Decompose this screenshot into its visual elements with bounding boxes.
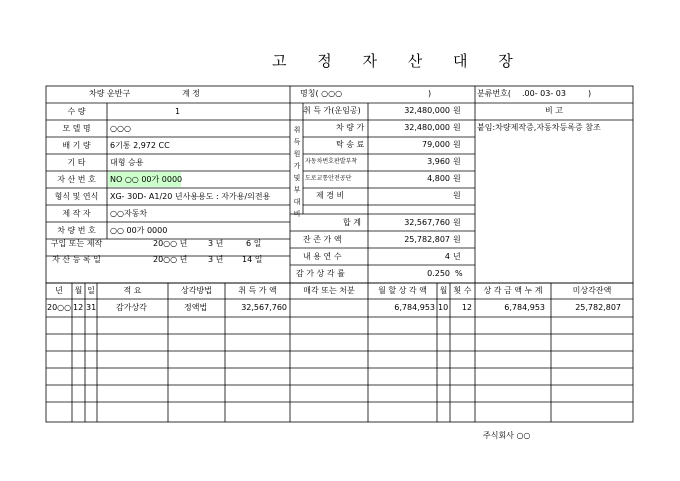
residual-value: 25,782,807	[404, 235, 450, 244]
acq-row-label: 자동차번호판발부착	[305, 158, 358, 165]
table-cell-month2: 10	[438, 303, 449, 312]
col-header-count: 횟 수	[453, 286, 472, 295]
life-value: 4	[444, 252, 450, 261]
residual-unit: 원	[453, 235, 461, 244]
acq-row-unit: 원	[453, 174, 461, 183]
table-cell-month: 12	[73, 303, 84, 312]
col-header-day: 일	[87, 286, 95, 295]
col-header-cumulative: 상 각 금 액 누 계	[483, 286, 543, 295]
life-unit: 년	[453, 252, 461, 261]
col-header-balance: 미상각잔액	[572, 286, 612, 295]
asset-number-value: NO ○○ 00가 0000	[110, 175, 183, 184]
displacement-value: 6기통 2,972 CC	[110, 141, 170, 150]
purchase-date-label: 구입 또는 제작	[50, 239, 103, 248]
acq-row-value: 32,480,000	[404, 123, 450, 132]
acq-row-unit: 원	[453, 140, 461, 149]
acq-head-label: 취 득 가(운임공)	[303, 106, 361, 115]
purchase-day: 6 일	[246, 239, 262, 248]
table-cell-balance: 25,782,807	[575, 303, 621, 312]
acq-row-label: 도로교통안전공단	[305, 175, 352, 182]
asset-name-label: 명칭( ○○○	[300, 89, 343, 98]
col-header-summary: 적 요	[123, 286, 142, 295]
acq-side-label: 취득원가및부대비	[293, 126, 301, 218]
item-name: 차량 운반구	[89, 89, 131, 98]
acq-head-unit: 원	[453, 106, 461, 115]
model-label: 모 델 명	[62, 124, 91, 133]
remarks-text: 붙임:차량제작증,자동차등록증 참조	[477, 123, 601, 132]
rate-unit: %	[455, 269, 463, 278]
acq-total-unit: 원	[453, 218, 461, 227]
life-label: 내 용 연 수	[303, 252, 342, 261]
acq-row-label: 차 량 가	[336, 123, 365, 132]
register-month: 3 년	[208, 255, 224, 264]
class-number-close: )	[588, 89, 592, 98]
other-value: 대형 승용	[110, 158, 144, 167]
acq-row-unit: 원	[453, 123, 461, 132]
table-cell-summary: 감가상각	[116, 303, 147, 312]
account-label: 계 정	[182, 89, 200, 98]
table-cell-count: 12	[461, 303, 472, 312]
table-cell-cumulative: 6,784,953	[504, 303, 545, 312]
table-cell-acq-cost: 32,567,760	[241, 303, 287, 312]
acq-row-label: 탁 송 료	[336, 140, 365, 149]
type-year-value: XG- 30D- A1/20 년사용용도 : 자가용/의전용	[110, 192, 271, 201]
col-header-monthly: 월 할 상 각 액	[378, 286, 427, 295]
plate-value: ○○ 00가 0000	[110, 226, 168, 235]
remarks-header: 비 고	[545, 106, 563, 115]
displacement-label: 배 기 량	[62, 141, 91, 150]
residual-label: 잔 존 가 액	[303, 235, 342, 244]
acq-row-value: 3,960	[427, 157, 450, 166]
rate-label: 감 가 상 각 률	[296, 269, 345, 278]
acq-row-value: 4,800	[427, 174, 450, 183]
col-header-disposal: 매각 또는 처분	[303, 286, 355, 295]
col-header-month: 월	[74, 286, 83, 295]
quantity-label: 수 량	[67, 107, 86, 116]
model-value: ○○○	[110, 124, 131, 133]
col-header-year: 년	[55, 286, 63, 295]
quantity-value: 1	[175, 107, 181, 116]
register-date-label: 자 산 등 록 일	[52, 255, 101, 264]
acq-row-unit: 원	[453, 191, 461, 200]
table-cell-monthly: 6,784,953	[394, 303, 435, 312]
col-header-month2: 월	[439, 286, 448, 295]
type-year-label: 형식 및 연식	[54, 192, 99, 201]
register-year: 20○○ 년	[153, 255, 188, 264]
asset-number-label: 자 산 번 호	[57, 175, 96, 184]
document-title: 고 정 자 산 대 장	[272, 52, 526, 70]
other-label: 기 타	[67, 158, 86, 167]
col-header-method: 상각방법	[181, 286, 212, 295]
rate-value: 0.250	[427, 269, 450, 278]
purchase-month: 3 년	[208, 239, 224, 248]
table-cell-year: 20○○	[47, 303, 72, 312]
acq-row-value: 79,000	[422, 140, 450, 149]
class-number-value: .00- 03- 03	[522, 89, 566, 98]
class-number-label: 분류번호(	[477, 89, 512, 98]
maker-label: 제 작 자	[62, 209, 91, 218]
purchase-year: 20○○ 년	[153, 239, 188, 248]
table-cell-day: 31	[86, 303, 97, 312]
acq-head-value: 32,480,000	[404, 106, 450, 115]
table-cell-method: 정액법	[184, 303, 208, 312]
company-signature: 주식회사 ○○	[483, 431, 531, 440]
acq-row-unit: 원	[453, 157, 461, 166]
register-day: 14 일	[242, 255, 263, 264]
asset-name-close: )	[428, 89, 432, 98]
maker-value: ○○자동차	[110, 209, 148, 218]
col-header-acq-cost: 취 득 가 액	[238, 286, 277, 295]
plate-label: 차 량 번 호	[57, 226, 96, 235]
acq-total-label: 합 계	[343, 218, 361, 227]
acq-total-value: 32,567,760	[404, 218, 450, 227]
acq-row-label: 제 경 비	[316, 191, 345, 200]
